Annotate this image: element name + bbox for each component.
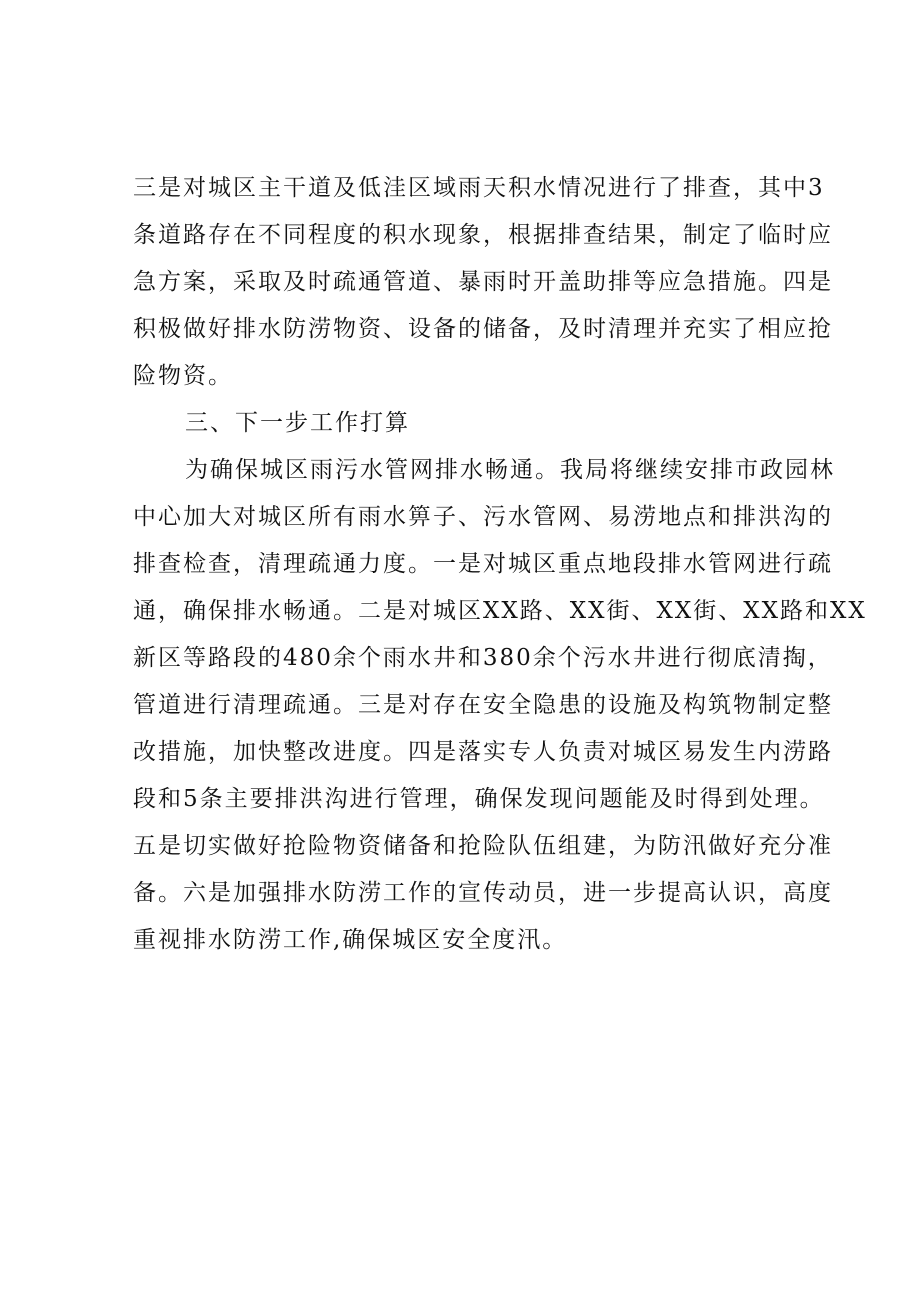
text-line: 险物资。	[133, 363, 233, 389]
paragraph-next-steps	[133, 447, 867, 964]
text-line: 条道路存在不同程度的积水现象，根据排查结果，制定了临时应	[133, 222, 833, 248]
text-line: 备。六是加强排水防涝工作的宣传动员，进一步提高认识，高度	[133, 880, 833, 906]
text-line: 段和5条主要排洪沟进行管理，确保发现问题能及时得到处理。	[133, 786, 825, 812]
text-line: 为确保城区雨污水管网排水畅通。我局将继续安排市政园林	[185, 457, 835, 483]
text-line: 排查检查，清理疏通力度。一是对城区重点地段排水管网进行疏	[133, 551, 833, 577]
section-heading-block	[133, 400, 789, 447]
text-line: 中心加大对城区所有雨水箅子、污水管网、易涝地点和排洪沟的	[133, 504, 833, 530]
text-line: 五是切实做好抢险物资储备和抢险队伍组建，为防汛做好充分准	[133, 833, 833, 859]
text-line: 新区等路段的480余个雨水井和380余个污水井进行彻底清掏，	[133, 645, 833, 671]
text-line: 三是对城区主干道及低洼区域雨天积水情况进行了排查，其中3	[133, 175, 825, 201]
text-line: 改措施，加快整改进度。四是落实专人负责对城区易发生内涝路	[133, 739, 833, 765]
section-heading: 三、下一步工作打算	[185, 410, 410, 436]
text-line: 积极做好排水防涝物资、设备的储备，及时清理并充实了相应抢	[133, 316, 833, 342]
text-line: 管道进行清理疏通。三是对存在安全隐患的设施及构筑物制定整	[133, 692, 833, 718]
paragraph-drainage-inspection	[133, 165, 833, 400]
text-line: 通，确保排水畅通。二是对城区XX路、XX街、XX街、XX路和XX	[133, 598, 867, 624]
text-line: 急方案，采取及时疏通管道、暴雨时开盖助排等应急措施。四是	[133, 269, 833, 295]
text-line: 重视排水防涝工作,确保城区安全度汛。	[133, 927, 568, 953]
